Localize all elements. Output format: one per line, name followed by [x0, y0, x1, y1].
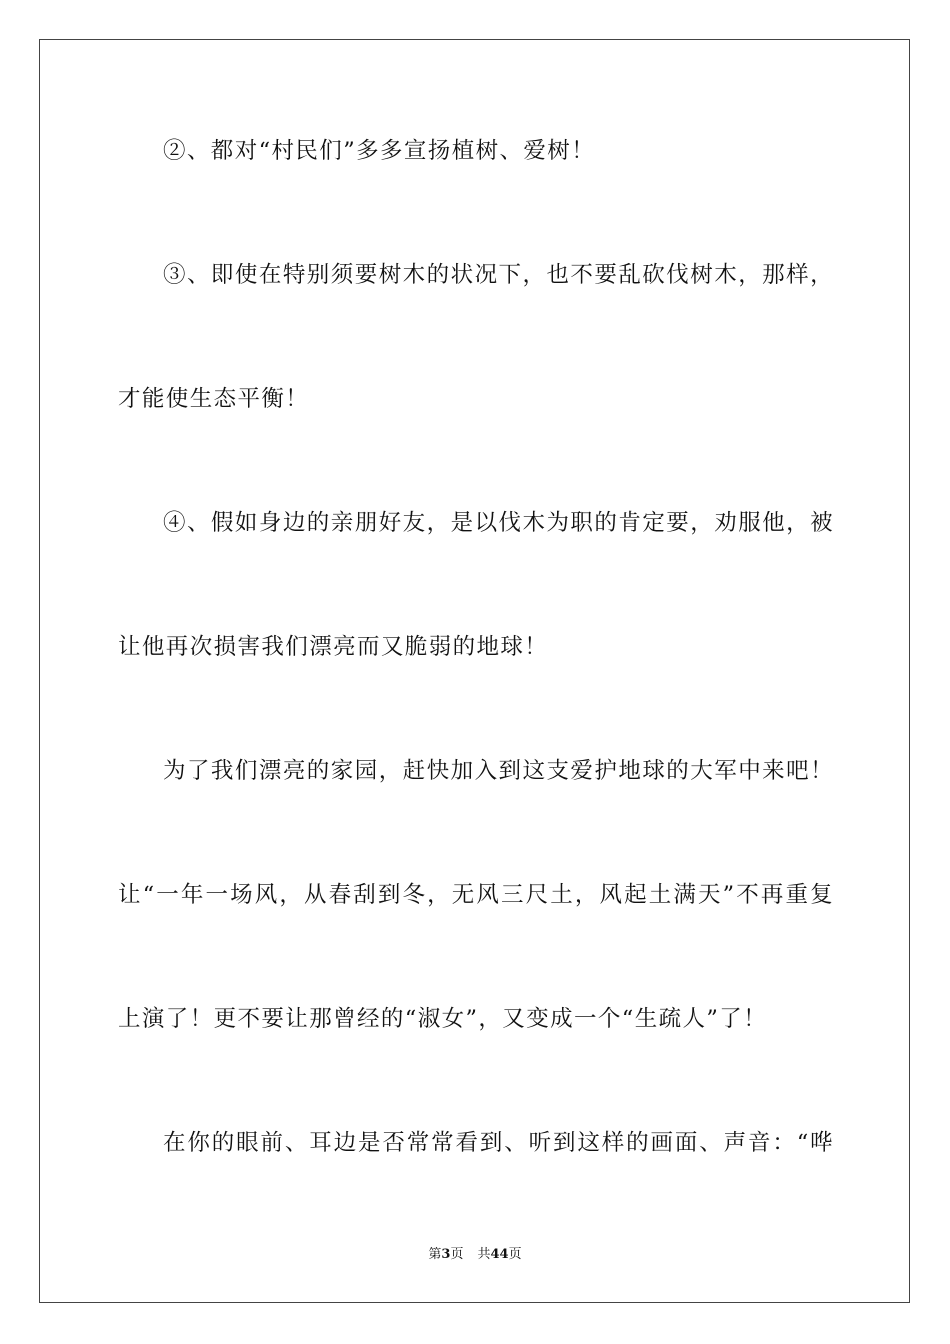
footer-total-number: 44 — [490, 1247, 509, 1262]
page-footer — [0, 1246, 950, 1264]
text-line-8: 上演了！更不要让那曾经的“淑女”，又变成一个“生疏人”了！ — [118, 1006, 768, 1032]
text-line-3: 才能使生态平衡！ — [118, 386, 310, 412]
text-line-6: 为了我们漂亮的家园，赶快加入到这支爱护地球的大军中来吧！ — [163, 758, 834, 784]
page-border — [39, 39, 910, 1303]
footer-total-suffix: 页 — [508, 1247, 522, 1262]
text-line-1: ②、都对“村民们”多多宣扬植树、爱树！ — [163, 138, 596, 164]
footer-page-suffix: 页 — [450, 1247, 464, 1262]
text-line-4: ④、假如身边的亲朋好友，是以伐木为职的肯定要，劝服他，被 — [163, 510, 834, 536]
text-line-5: 让他再次损害我们漂亮而又脆弱的地球！ — [118, 634, 549, 660]
text-line-7: 让“一年一场风，从春刮到冬，无风三尺土，风起土满天”不再重复 — [118, 882, 834, 908]
footer-total-prefix: 共 — [477, 1247, 491, 1262]
text-line-9: 在你的眼前、耳边是否常常看到、听到这样的画面、声音：“哗 — [163, 1130, 834, 1156]
text-line-2: ③、即使在特别须要树木的状况下，也不要乱砍伐树木，那样， — [163, 262, 834, 288]
footer-page-number: 3 — [441, 1247, 451, 1262]
footer-page-prefix: 第 — [428, 1247, 442, 1262]
